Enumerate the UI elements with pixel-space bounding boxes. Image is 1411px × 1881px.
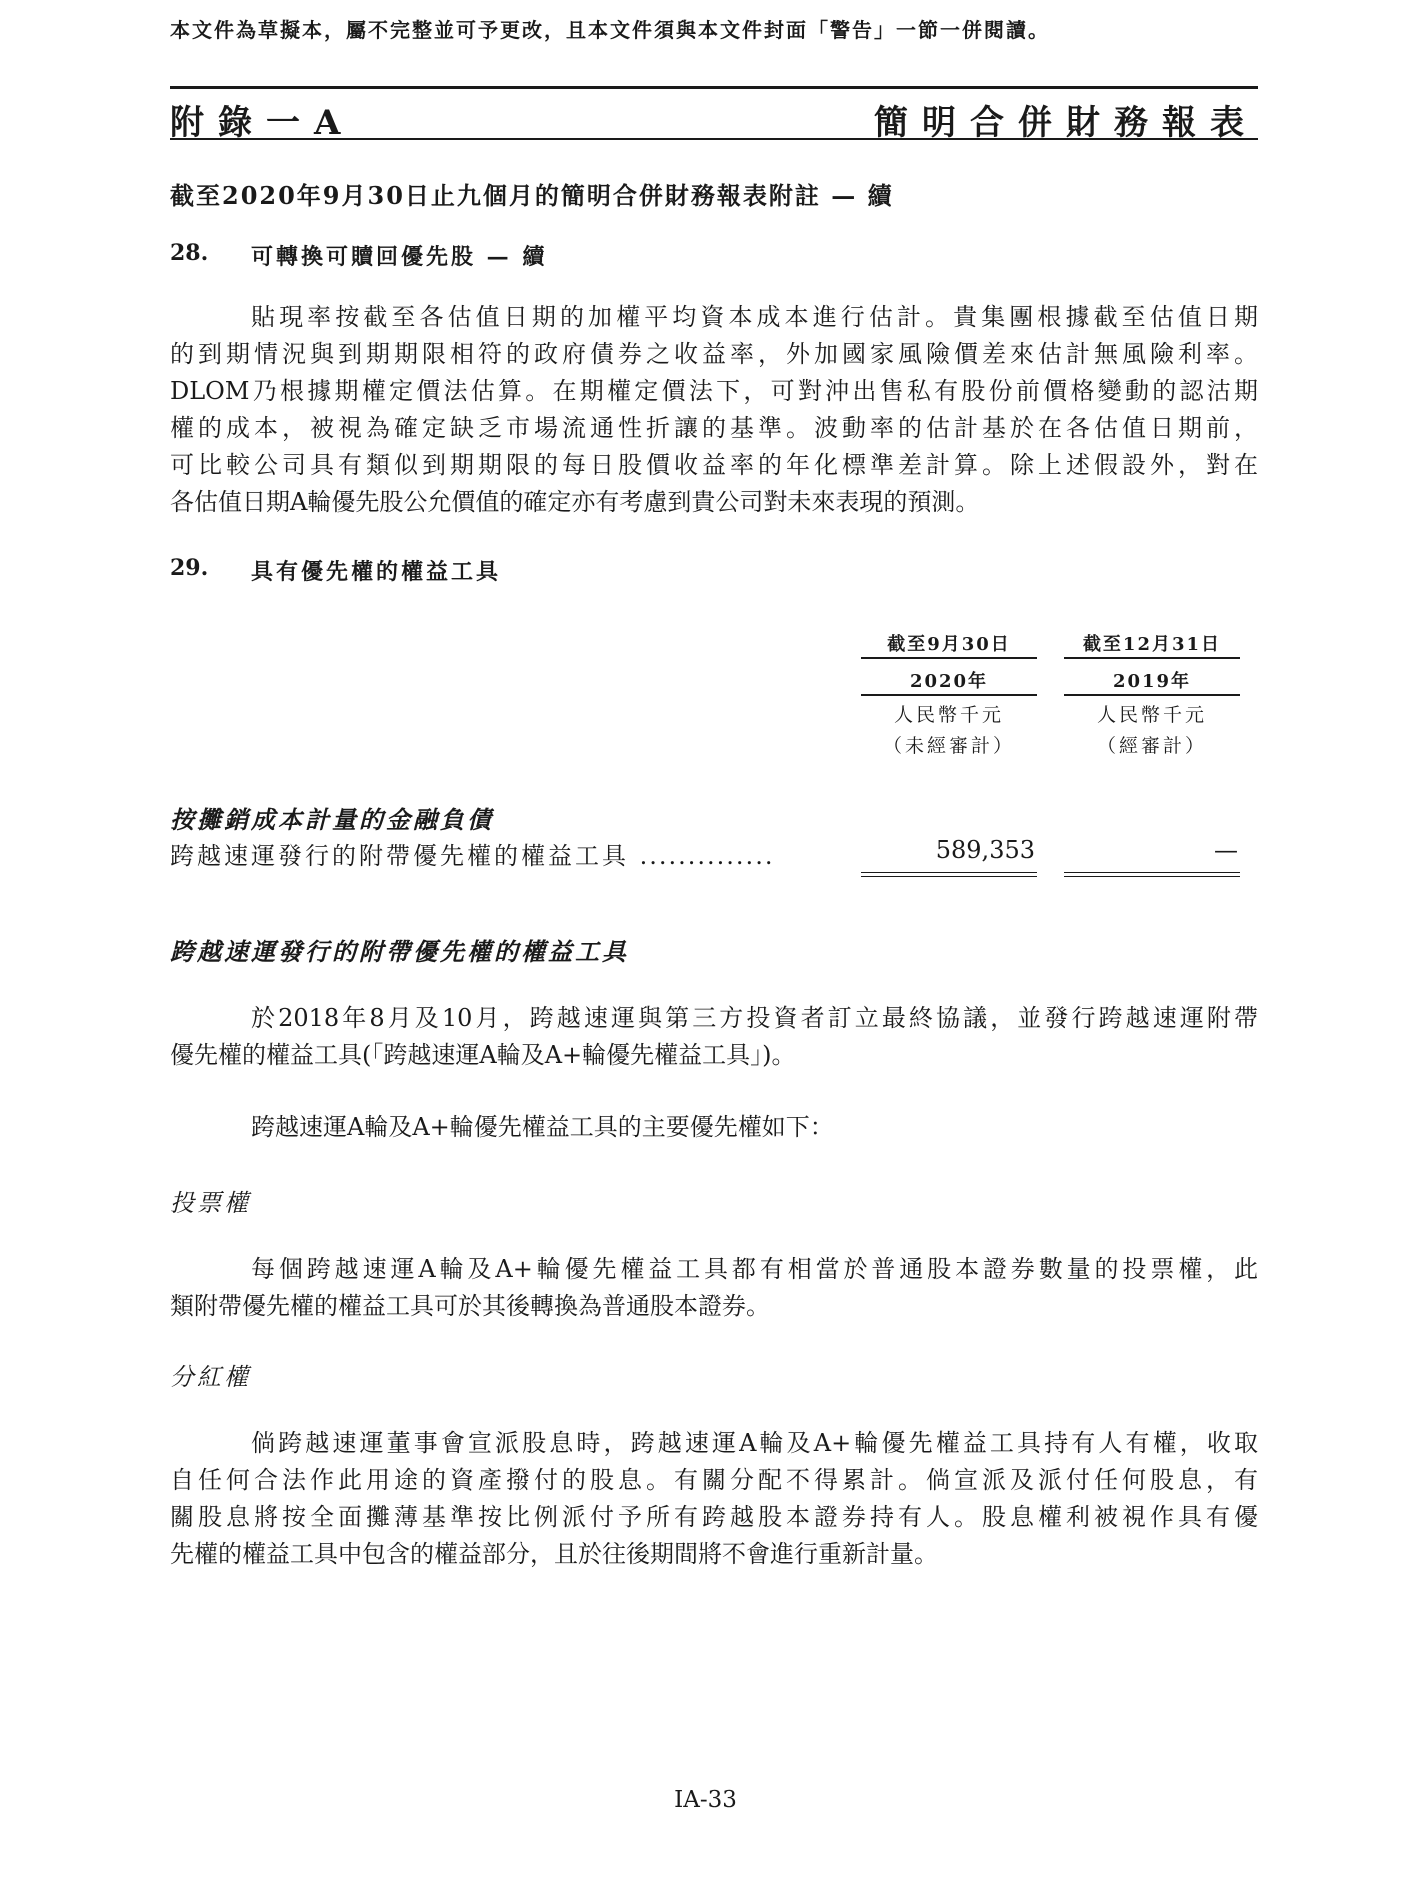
col1-unit [861, 700, 1037, 762]
header-appendix-label: 附錄一A [170, 103, 355, 143]
page-number: IA-33 [674, 1787, 737, 1813]
equity-instruments-paragraph [170, 1000, 1258, 1074]
col1-year: 2020年 [909, 671, 989, 692]
table-row-leader: .............. [639, 842, 775, 870]
col2-as-at: 截至12月31日 [1082, 634, 1222, 655]
col2-unit [1064, 700, 1240, 762]
voting-rights-heading: 投票權 [170, 1189, 251, 1217]
col1-year-rule [861, 694, 1037, 696]
dividend-rights-heading: 分紅權 [170, 1363, 251, 1391]
header-bottom-rule [170, 138, 1258, 140]
col1-as-at: 截至9月30日 [887, 634, 1011, 655]
table-row-label [170, 836, 774, 871]
header-report-title: 簡明合併財務報表 [874, 103, 1258, 143]
dividend-rights-paragraph [170, 1425, 1258, 1573]
header-top-rule [170, 86, 1258, 89]
paragraph-line: 倘跨越速運董事會宣派股息時，跨越速運A輪及A+輪優先權益工具持有人有權，收取 [251, 1429, 1258, 1457]
paragraph-line: 自任何合法作此用途的資產撥付的股息。有關分配不得累計。倘宣派及派付任何股息，有 [170, 1466, 1258, 1494]
paragraph-line: 跨越速運A輪及A+輪優先權益工具的主要優先權如下： [251, 1113, 834, 1141]
paragraph-line: 的到期情況與到期期限相符的政府債券之收益率，外加國家風險價差來估計無風險利率。 [170, 340, 1258, 368]
paragraph-line: 關股息將按全面攤薄基準按比例派付予所有跨越股本證券持有人。股息權利被視作具有優 [170, 1503, 1258, 1531]
paragraph-line: 可比較公司具有類似到期期限的每日股價收益率的年化標準差計算。除上述假設外，對在 [170, 451, 1258, 479]
col1-double-underline [861, 872, 1037, 877]
paragraph-line: 優先權的權益工具(「跨越速運A輪及A+輪優先權益工具」)。 [170, 1041, 796, 1069]
col2-year-rule [1064, 694, 1240, 696]
paragraph-line: 貼現率按截至各估值日期的加權平均資本成本進行估計。貴集團根據截至估值日期 [251, 303, 1258, 331]
paragraph-line: 類附帶優先權的權益工具可於其後轉換為普通股本證券。 [170, 1292, 770, 1320]
table-row-label-text: 跨越速運發行的附帶優先權的權益工具 [170, 842, 629, 870]
col2-year: 2019年 [1112, 671, 1192, 692]
table-row-value-2020: 589,353 [935, 836, 1035, 864]
col1-audit-status: （未經審計） [882, 735, 1015, 757]
col2-currency: 人民幣千元 [1096, 704, 1207, 726]
paragraph-line: 每個跨越速運A輪及A+輪優先權益工具都有相當於普通股本證券數量的投票權，此 [251, 1255, 1258, 1283]
col2-header-rule [1064, 657, 1240, 659]
col1-currency: 人民幣千元 [893, 704, 1004, 726]
paragraph-line: 於2018年8月及10月，跨越速運與第三方投資者訂立最終協議，並發行跨越速運附帶 [251, 1004, 1258, 1032]
paragraph-line: 各估值日期A輪優先股公允價值的確定亦有考慮到貴公司對未來表現的預測。 [170, 488, 980, 516]
table-row-value-2019: — [1214, 836, 1238, 864]
paragraph-line: 先權的權益工具中包含的權益部分，且於往後期間將不會進行重新計量。 [170, 1540, 938, 1568]
paragraph-line: 權的成本，被視為確定缺乏市場流通性折讓的基準。波動率的估計基於在各估值日期前， [170, 414, 1258, 442]
voting-rights-paragraph [170, 1251, 1258, 1325]
note-28-paragraph [170, 299, 1258, 521]
section-title: 截至2020年9月30日止九個月的簡明合併財務報表附註 — 續 [170, 181, 894, 210]
col2-audit-status: （經審計） [1096, 735, 1207, 757]
table-heading: 按攤銷成本計量的金融負債 [170, 805, 494, 834]
paragraph-line: DLOM乃根據期權定價法估算。在期權定價法下，可對沖出售私有股份前價格變動的認沽期 [170, 377, 1258, 405]
equity-instruments-subheading: 跨越速運發行的附帶優先權的權益工具 [170, 937, 629, 966]
note-28-title: 可轉換可贖回優先股 — 續 [251, 244, 548, 270]
col1-header-rule [861, 657, 1037, 659]
note-28-number: 28. [170, 240, 209, 266]
main-preferences-intro [170, 1109, 1258, 1146]
note-29-number: 29. [170, 555, 209, 581]
col2-double-underline [1064, 872, 1240, 877]
draft-warning-banner: 本文件為草擬本，屬不完整並可予更改，且本文件須與本文件封面「警告」一節一併閱讀。 [170, 18, 1050, 42]
note-29-title: 具有優先權的權益工具 [251, 559, 502, 585]
